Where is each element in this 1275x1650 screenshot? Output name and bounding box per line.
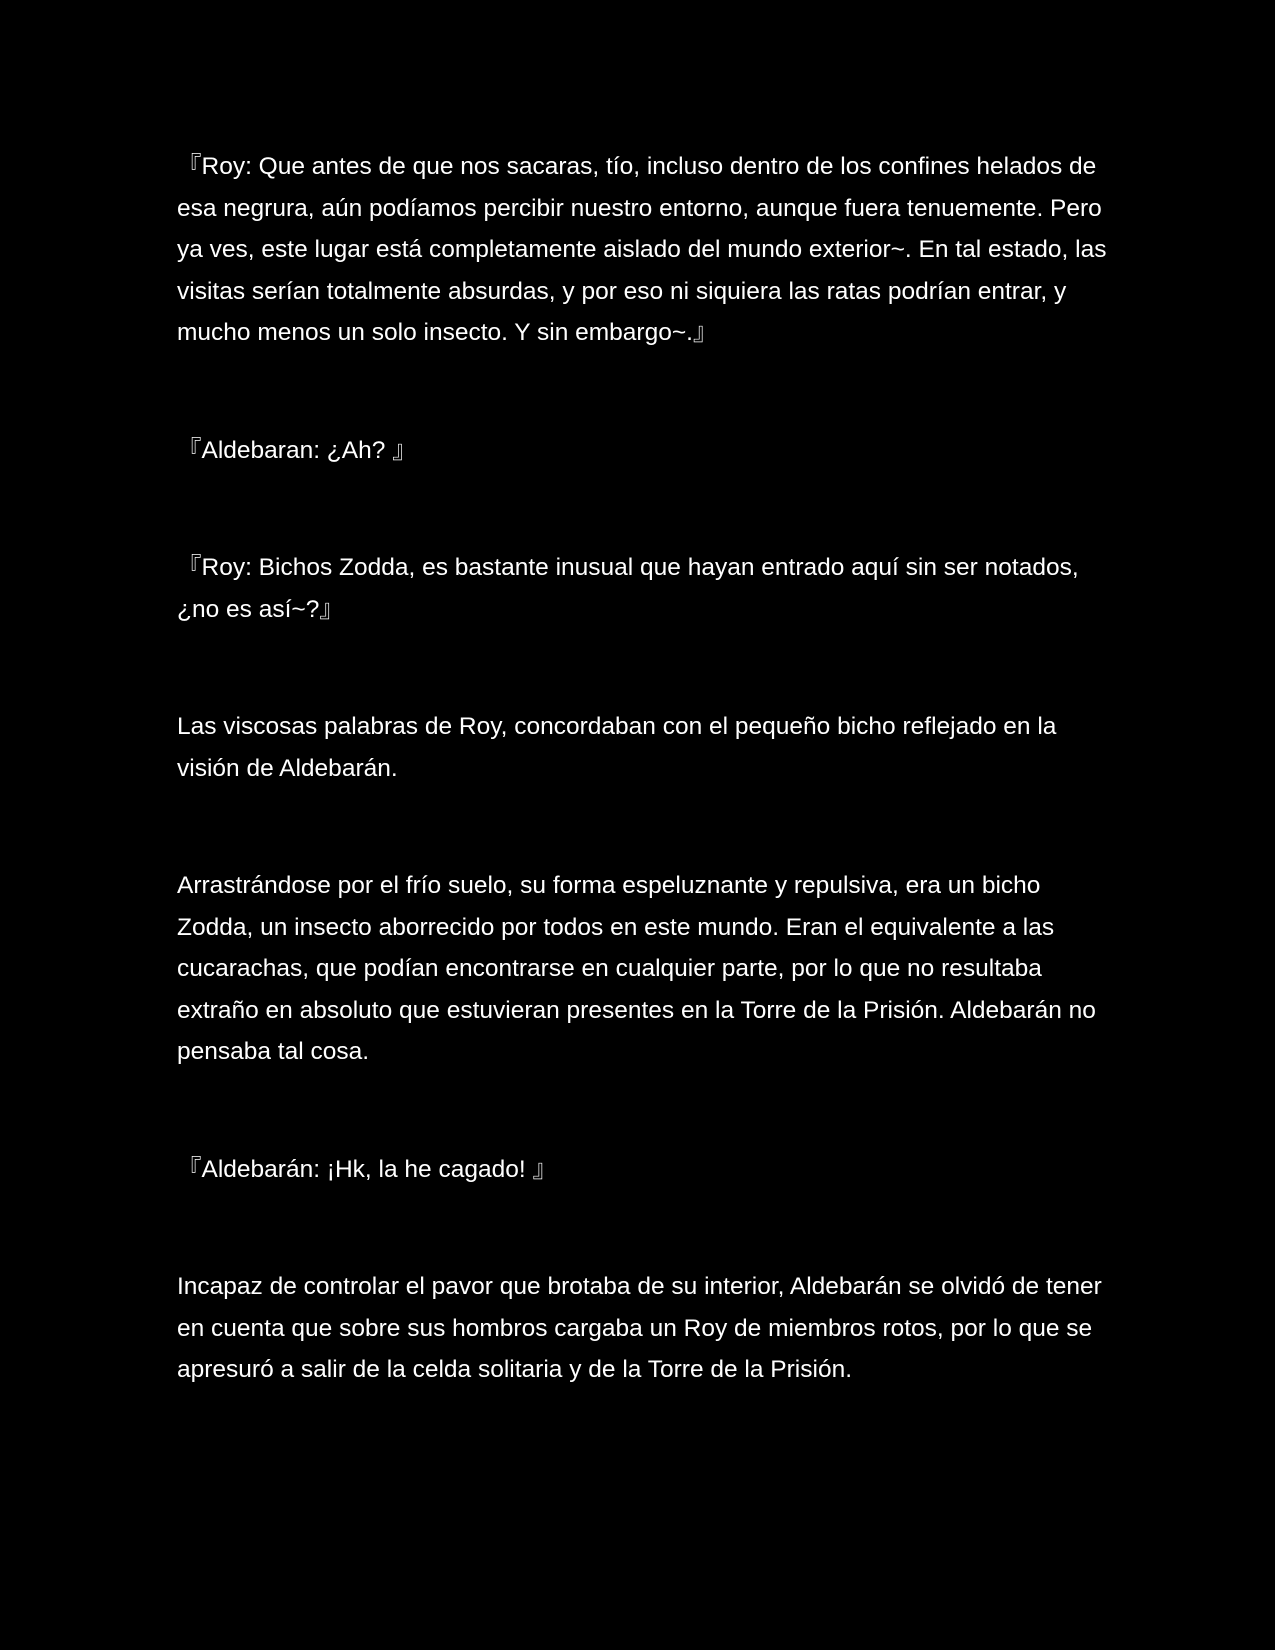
narration-1: Las viscosas palabras de Roy, concordaban con el pequeño bicho reflejado en la visión de Aldebarán.: [177, 713, 1057, 782]
narration-2: Arrastrándose por el frío suelo, su forma espeluznante y repulsiva, era un bicho Zodda, un insecto aborrecido por todos en este mundo. Eran el equivalente a las cucarachas, que podían encontrarse en cualquier parte, por lo que no resultaba extraño en absoluto que estuvieran presentes en la Torre de la Prisión. Aldebarán no pensaba tal cosa.: [177, 872, 1096, 1065]
dialogue-aldebaran-2: 『Aldebarán: ¡Hk, la he cagado! 』: [177, 1155, 557, 1183]
dialogue-aldebaran-1: 『Aldebaran: ¿Ah? 』: [177, 436, 417, 464]
narration-3: Incapaz de controlar el pavor que brotaba de su interior, Aldebarán se olvidó de tener en cuenta que sobre sus hombros cargaba un Roy de miembros rotos, por lo que se apresuró a salir de la celda solitaria y de la Torre de la Prisión.: [177, 1273, 1102, 1383]
dialogue-roy-1: 『Roy: Que antes de que nos sacaras, tío, incluso dentro de los confines helados de esa negrura, aún podíamos percibir nuestro entorno, aunque fuera tenuemente. Pero ya ves, este lugar está completamente aislado del mundo exterior~. En tal estado, las visitas serían totalmente absurdas, y por eso ni siquiera las ratas podrían entrar, y mucho menos un solo insecto. Y sin embargo~.』: [177, 153, 1114, 346]
text-column: [177, 146, 1114, 1467]
dialogue-roy-2: 『Roy: Bichos Zodda, es bastante inusual que hayan entrado aquí sin ser notados, ¿no es así~?』: [177, 554, 1086, 623]
